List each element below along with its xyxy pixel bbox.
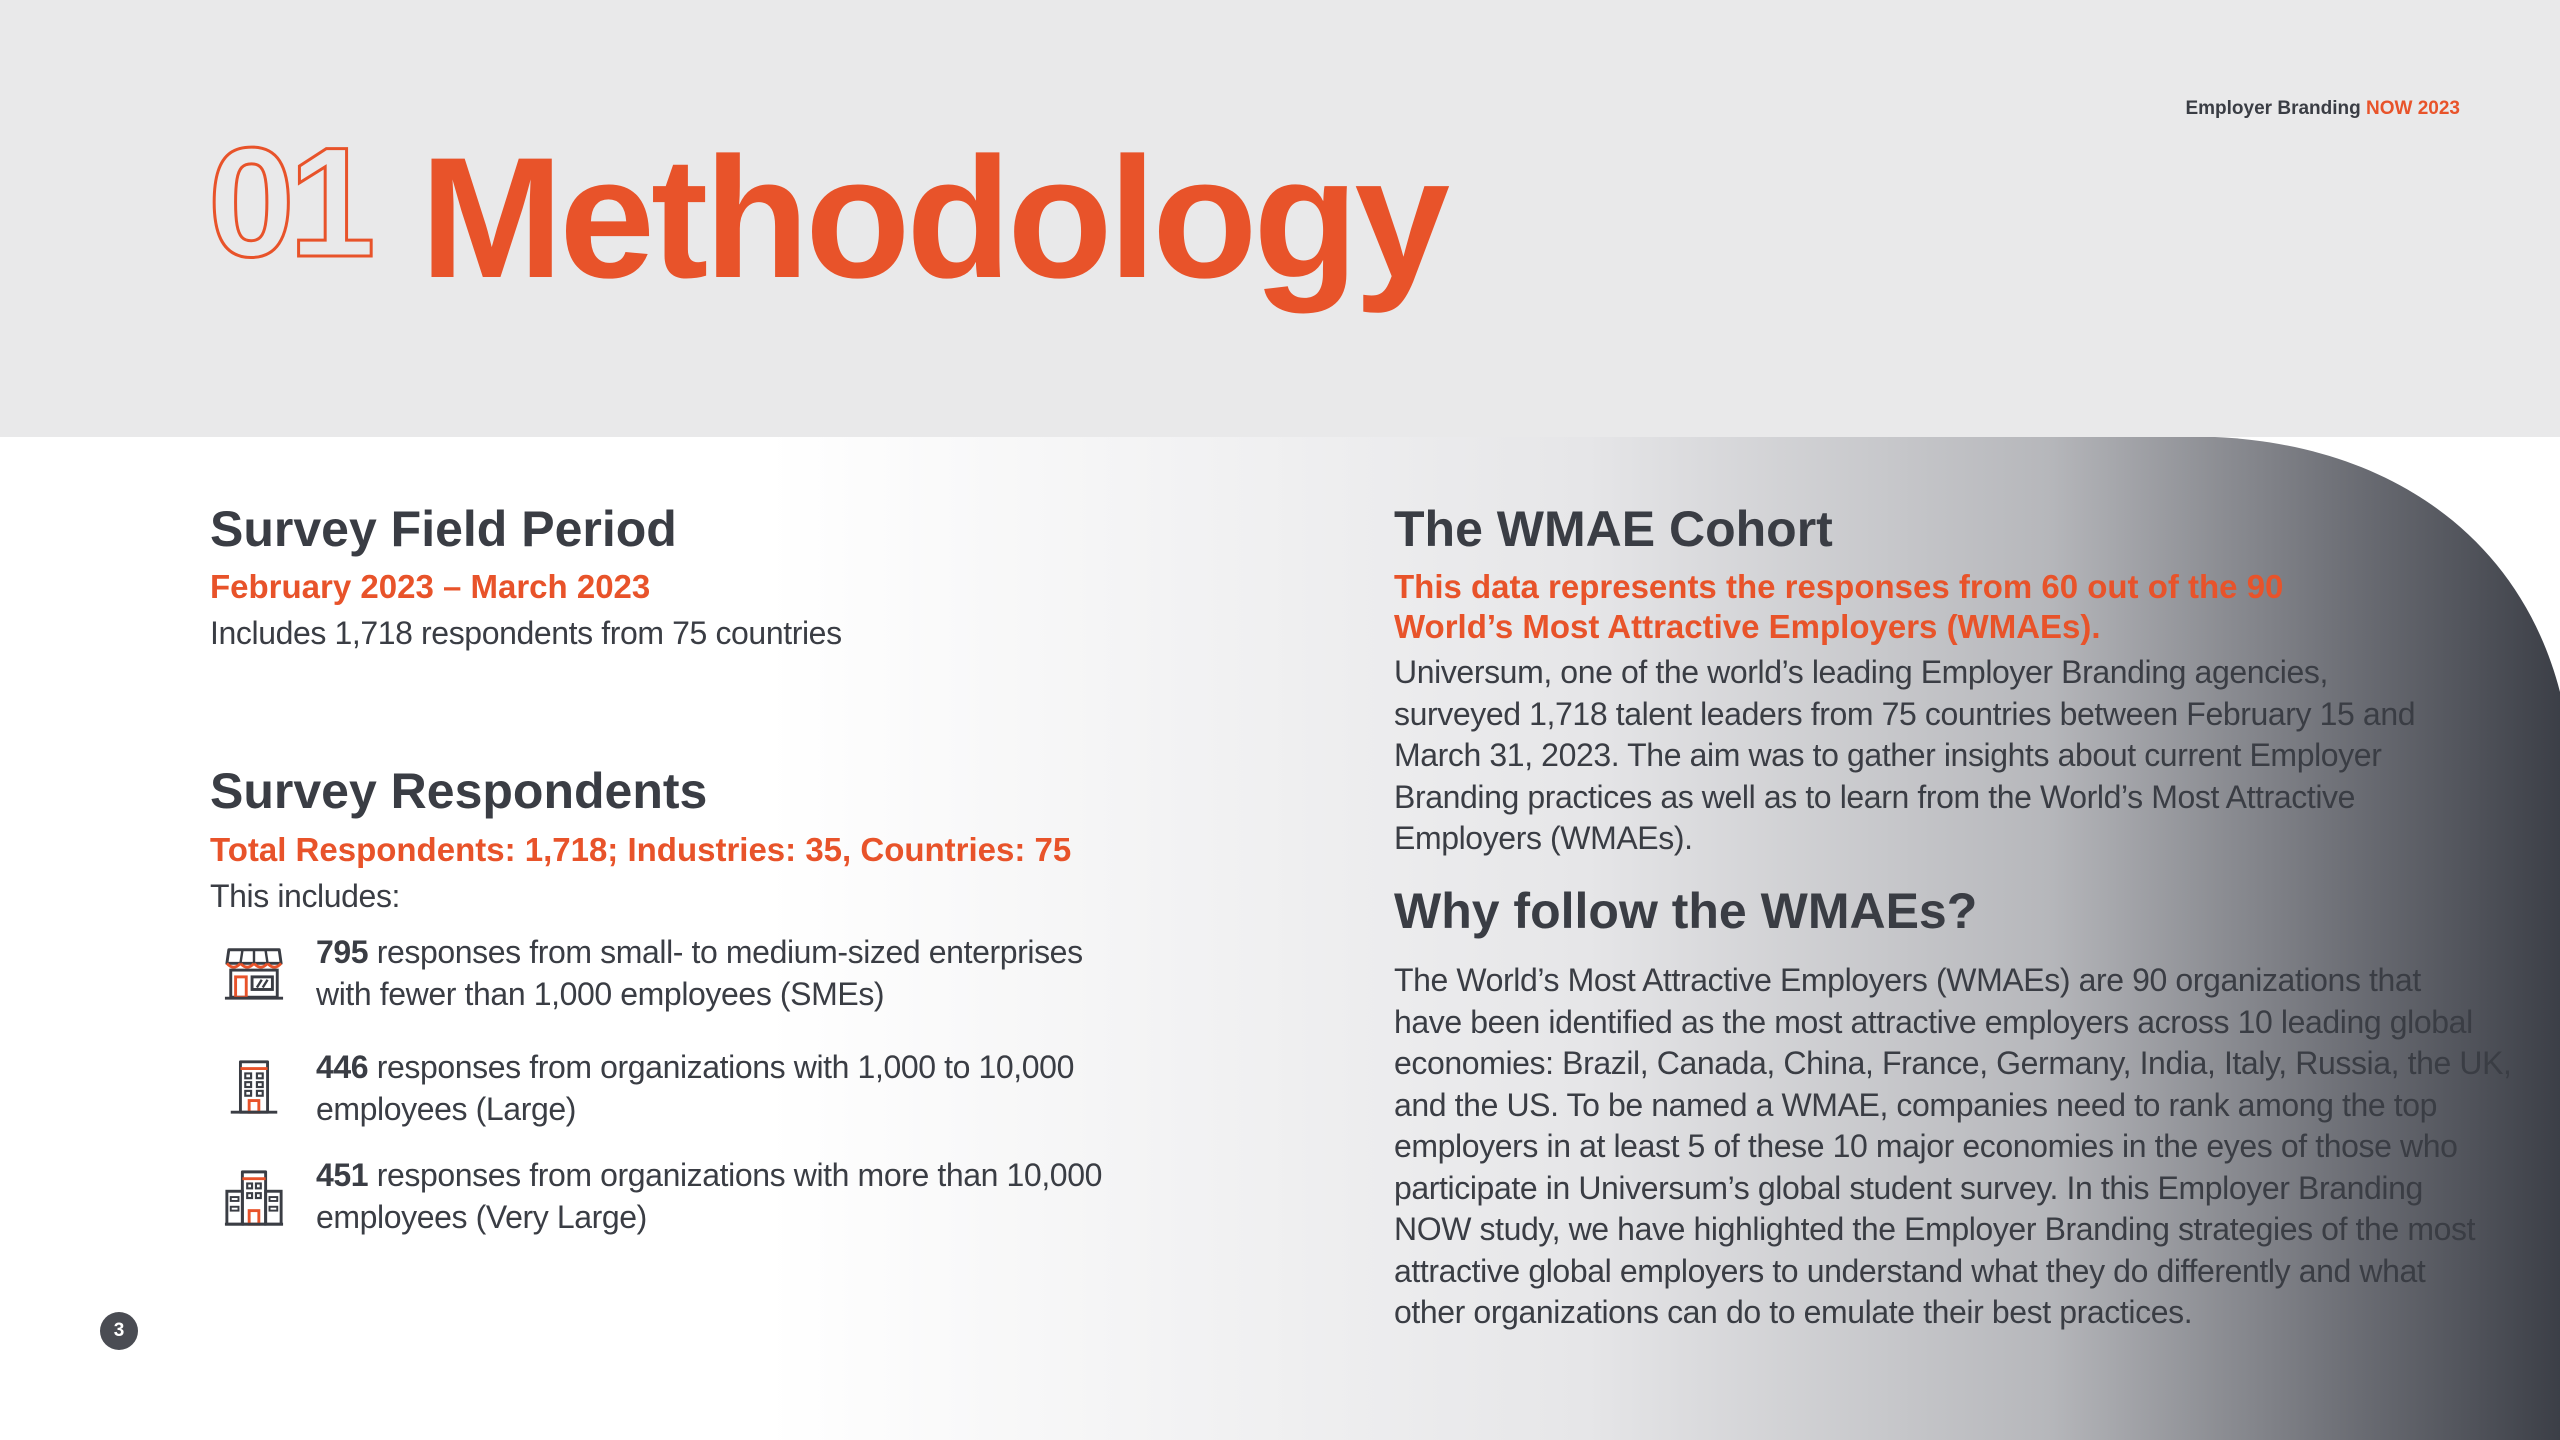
cohort-line: Employers (WMAEs). [1394, 820, 1693, 856]
sme-count: 795 [316, 934, 369, 970]
very-large-description-line2: employees (Very Large) [316, 1198, 647, 1235]
cohort-body [1394, 652, 2415, 860]
cohort-highlight-line2: World’s Most Attractive Employers (WMAEs). [1394, 608, 2101, 645]
why-line: employers in at least 5 of these 10 major economies in the eyes of those who [1394, 1128, 2458, 1164]
brand-accent: NOW 2023 [2366, 98, 2460, 119]
brand-tag [2185, 98, 2460, 120]
sme-description-line2: with fewer than 1,000 employees (SMEs) [316, 975, 885, 1012]
why-heading: Why follow the WMAEs? [1394, 883, 1978, 939]
cohort-highlight [1394, 567, 2283, 647]
why-line: economies: Brazil, Canada, China, France, Germany, India, Italy, Russia, the UK, [1394, 1045, 2512, 1081]
why-line: and the US. To be named a WMAE, companies need to rank among the top [1394, 1086, 2438, 1123]
respondent-item-large [316, 1047, 1136, 1130]
cohort-line: Branding practices as well as to learn from the World’s Most Attractive [1394, 778, 2356, 815]
respondent-item-very-large [316, 1155, 1136, 1238]
field-period-heading: Survey Field Period [210, 501, 677, 557]
cohort-highlight-line1: This data represents the responses from 60 out of the 90 [1394, 568, 2284, 605]
why-line: The World’s Most Attractive Employers (WMAEs) are 90 organizations that [1394, 962, 2421, 998]
why-body [1394, 960, 2512, 1334]
why-line: attractive global employers to understand what they do differently and what [1394, 1252, 2426, 1289]
very-large-count: 451 [316, 1157, 369, 1193]
cohort-heading: The WMAE Cohort [1394, 501, 1833, 557]
field-period-dates: February 2023 – March 2023 [210, 568, 651, 605]
large-count: 446 [316, 1049, 369, 1085]
why-line: participate in Universum’s global student survey. In this Employer Branding [1394, 1169, 2423, 1206]
page-title: Methodology [420, 122, 1447, 314]
respondents-heading: Survey Respondents [210, 763, 708, 819]
storefront-icon [223, 942, 285, 1004]
why-line: have been identified as the most attractive employers across 10 leading global [1394, 1003, 2473, 1040]
very-large-description: responses from organizations with more than 10,000 [376, 1157, 1103, 1193]
field-period-description: Includes 1,718 respondents from 75 countries [210, 615, 842, 651]
cohort-line: Universum, one of the world’s leading Employer Branding agencies, [1394, 654, 2328, 690]
why-line: NOW study, we have highlighted the Employer Branding strategies of the most [1394, 1211, 2476, 1247]
respondents-totals: Total Respondents: 1,718; Industries: 35, Countries: 75 [210, 831, 1072, 868]
cohort-line: surveyed 1,718 talent leaders from 75 countries between February 15 and [1394, 695, 2416, 732]
corporate-campus-icon [223, 1168, 285, 1230]
cohort-line: March 31, 2023. The aim was to gather insights about current Employer [1394, 737, 2382, 773]
brand-prefix: Employer Branding [2185, 98, 2361, 119]
respondent-item-sme [316, 932, 1136, 1015]
large-description: responses from organizations with 1,000 to 10,000 [376, 1049, 1074, 1085]
sme-description: responses from small- to medium-sized enterprises [376, 934, 1083, 970]
large-description-line2: employees (Large) [316, 1090, 576, 1127]
respondents-intro: This includes: [210, 878, 401, 914]
office-building-icon [223, 1056, 285, 1118]
section-number: 01 [208, 116, 370, 290]
why-line: other organizations can do to emulate their best practices. [1394, 1294, 2193, 1330]
page-number: 3 [100, 1312, 138, 1350]
